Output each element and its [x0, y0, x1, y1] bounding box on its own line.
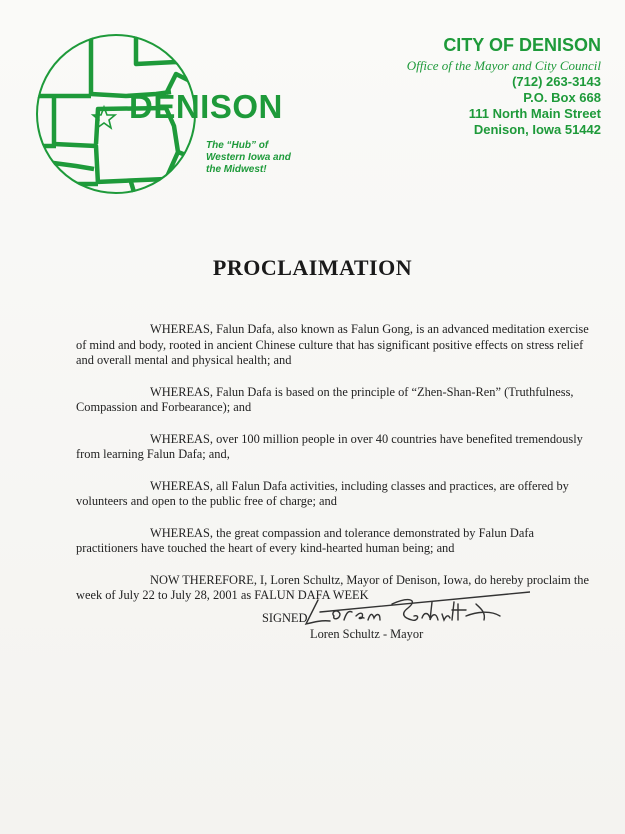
paragraph-4: WHEREAS, all Falun Dafa activities, including classes and practices, are offered by volunteers and open to the public free of charge; and	[76, 478, 569, 508]
signer-name: Loren Schultz - Mayor	[310, 627, 424, 641]
city-logo	[36, 34, 296, 199]
document-title: PROCLAIMATION	[212, 255, 413, 280]
paragraph-2: WHEREAS, Falun Dafa is based on the principle of “Zhen-Shan-Ren” (Truthfulness, Compassion and Forbearance); and	[76, 384, 574, 414]
logo-wordmark: DENISON	[129, 88, 283, 125]
paragraph-1: WHEREAS, Falun Dafa, also known as Falun Gong, is an advanced meditation exercise of mind and body, rooted in ancient Chinese culture that has significant positive effects on stress relief and overall mental and physical health; and	[76, 322, 589, 367]
paragraph-3: WHEREAS, over 100 million people in over 40 countries have benefited tremendously from learning Falun Dafa; and,	[76, 431, 583, 461]
handwritten-signature	[300, 590, 530, 630]
proclamation-body	[76, 322, 596, 620]
signed-label: SIGNED	[262, 611, 308, 625]
letterhead-office: Office of the Mayor and City Council	[406, 58, 601, 73]
letterhead-city: CITY OF DENISON	[443, 35, 601, 55]
letterhead-phone: (712) 263-3143	[512, 74, 601, 89]
paragraph-6: NOW THEREFORE, I, Loren Schultz, Mayor of Denison, Iowa, do hereby proclaim the week of July 22 to July 28, 2001 as FALUN DAFA WEEK	[76, 572, 589, 602]
signature-block	[262, 590, 562, 650]
paragraph-5: WHEREAS, the great compassion and tolerance demonstrated by Falun Dafa practitioners have touched the heart of every kind-hearted human being; and	[76, 525, 534, 555]
letterhead	[407, 34, 601, 138]
logo-tagline: The “Hub” of Western Iowa and the Midwest!	[206, 140, 291, 175]
letterhead-street: 111 North Main Street	[468, 106, 601, 121]
letterhead-city-state-zip: Denison, Iowa 51442	[473, 122, 601, 137]
letterhead-po-box: P.O. Box 668	[523, 90, 601, 105]
